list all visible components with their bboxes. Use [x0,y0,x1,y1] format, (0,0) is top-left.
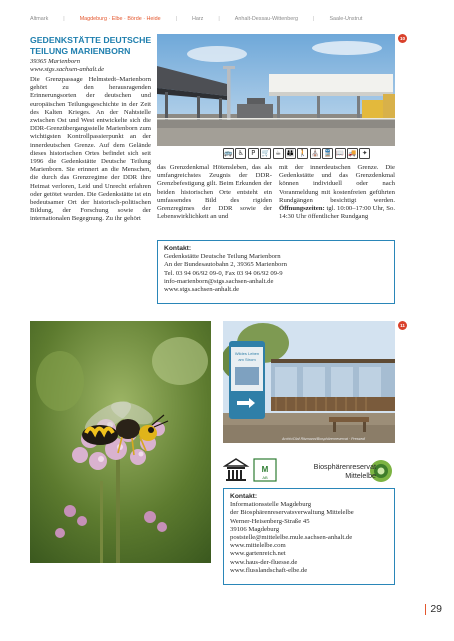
contact-box-marienborn [157,240,395,304]
svg-text:M: M [261,465,269,474]
wasp-on-flower-photo [30,321,211,563]
contact-heading: Kontakt: [164,245,192,252]
nav-item-saale-unstrut[interactable]: Saale-Unstrut [329,16,363,22]
wheelchair-icon: ♿ [235,148,246,159]
opening-hours-label: Öffnungszeiten: [279,205,325,213]
nav-separator: | [175,16,177,22]
family-icon: 👪 [286,149,295,157]
photo-credit: Archiv/Olaf Ritzmann/Biosphärenreservat · Pressedi [282,437,366,441]
nav-item-anhalt[interactable]: Anhalt-Dessau-Wittenberg [234,16,299,22]
contact-website[interactable]: www.gartenreich.net [230,550,286,558]
opening-hours: tgl. 10:00–17:00 Uhr, So. 14:30 Uhr öffentlicher Rundgang [279,205,395,221]
svg-text:AB: AB [262,475,268,480]
biosphere-name [296,463,376,480]
contact-email[interactable]: poststelle@mittelelbe.mule.sachsen-anhalt.de [230,534,353,542]
wasp-illustration [30,321,211,563]
article-text-col1: Die Grenzpassage Helmstedt–Marienborn gehört zu den herausragenden Erinnerungsorten der deutschen und europäischen Teilungsgeschichte in der Zeit des Kalten Krieges. An der Nahtstelle zwischen Ost und West entwickelte sich die DDR-Grenzübergangsstelle Marienborn zum wichtigsten Kontrollpassierpunkt an der innerdeutschen Grenze. Auf dem Gelände dieses historischen Ortes befindet sich seit 1996 die Gedenkstätte Deutsche Teilung Marienborn. Sie erinnert an die Menschen, die durch das Grenzregime der DDR ihre Heimat verloren, Leid und Unrecht erfahren oder getötet wurden. Die Gedenkstätte ist ein bedeutsamer Ort der historisch-politischen Bildung, der Forschung sowie der internationalen Begegnung. Zu ihr gehört [30,76,151,223]
contact-line: 39106 Magdeburg [230,525,280,533]
border-crossing-illustration [157,34,395,146]
article-text-col3: mit der innerdeutschen Grenze. Die Gedenkstätte und das Grenzdenkmal können individuell oder nach Voranmeldung mit kostenfreien geführten Rundgängen besichtigt werden. [279,164,395,204]
contact-website[interactable]: www.mittelelbe.com [230,542,286,550]
article-title: GEDENKSTÄTTE DEUTSCHE TEILUNG MARIENBORN [30,35,152,56]
nav-separator: | [313,16,315,22]
page-number-text: 29 [430,603,442,615]
contact-website[interactable]: www.flusslandschaft-elbe.de [230,566,308,574]
article-text-col2: das Grenzdenkmal Hötensleben, das als umfangreichstes Zeugnis der DDR-Grenzbefestigung gilt. Beim Erkunden der beiden historischen Orte entsteht ein umfassendes Bild des rigiden Grenzregimes der DDR sowie der Lebenswirklichkeit an und [157,164,272,221]
nav-item-harz[interactable]: Harz [192,16,204,22]
exhibition-illustration [223,321,395,443]
unesco-logo [223,456,293,486]
article-column-3 [279,164,395,240]
truck-icon: 🚚 [348,149,357,157]
contact-line: der Biosphärenreservatsverwaltung Mittelelbe [230,509,354,517]
contact-line: Werner-Heisenberg-Straße 45 [230,517,310,525]
contact-heading: Kontakt: [230,493,258,500]
region-navigation [30,14,440,24]
contact-box-mittelelbe [223,488,395,585]
contact-line: Gedenkstätte Deutsche Teilung Marienborn [164,253,281,261]
contact-line: An der Bundesautobahn 2, 39365 Marienborn [164,261,287,269]
page-number-bar [425,604,426,615]
article-place: 39365 Marienborn [30,58,81,65]
article-column-1 [30,76,151,306]
nav-separator: | [63,16,65,22]
entry-number-badge: 11 [398,321,407,330]
sign-text: am Strom [238,357,256,362]
biosphere-name-line: Mittelelbe [345,470,376,480]
amenity-icons [223,148,370,159]
memorial-icon: ⛪ [311,149,320,157]
shop-icon: 🛒 [261,149,270,157]
sign-text: Wildes Leben [234,351,260,356]
contact-email[interactable]: info-marienborn@stgs.sachsen-anhalt.de [164,277,274,285]
nav-item-altmark[interactable]: Altmark [30,16,49,22]
cafe-icon: ☕ [273,148,284,159]
compass-icon: ✦ [359,148,370,159]
bus-icon: 🚌 [224,149,233,157]
train-icon: 🚆 [323,149,332,157]
biosphere-name-line: Biosphärenreservat [313,462,376,471]
contact-website[interactable]: www.stgs.sachsen-anhalt.de [164,286,240,294]
article-website[interactable]: www.stgs.sachsen-anhalt.de [30,66,105,73]
nav-separator: | [218,16,220,22]
border-crossing-photo [157,34,395,146]
contact-line: Tel. 03 94 06/92 09-0, Fax 03 94 06/92 09-9 [164,269,283,277]
contact-website[interactable]: www.haus-der-fluesse.de [230,558,298,566]
parking-icon: P [248,148,259,159]
biosphere-exhibition-photo [223,321,395,443]
guided-tour-icon: 🚶 [298,149,307,157]
entry-number-badge: 10 [399,36,406,41]
page-number [425,603,442,615]
contact-line: Informationsstelle Magdeburg [230,501,312,509]
library-icon: 📖 [335,149,345,157]
article-column-2 [157,164,272,240]
nav-item-magdeburg[interactable]: Magdeburg · Elbe · Börde · Heide [79,16,161,22]
